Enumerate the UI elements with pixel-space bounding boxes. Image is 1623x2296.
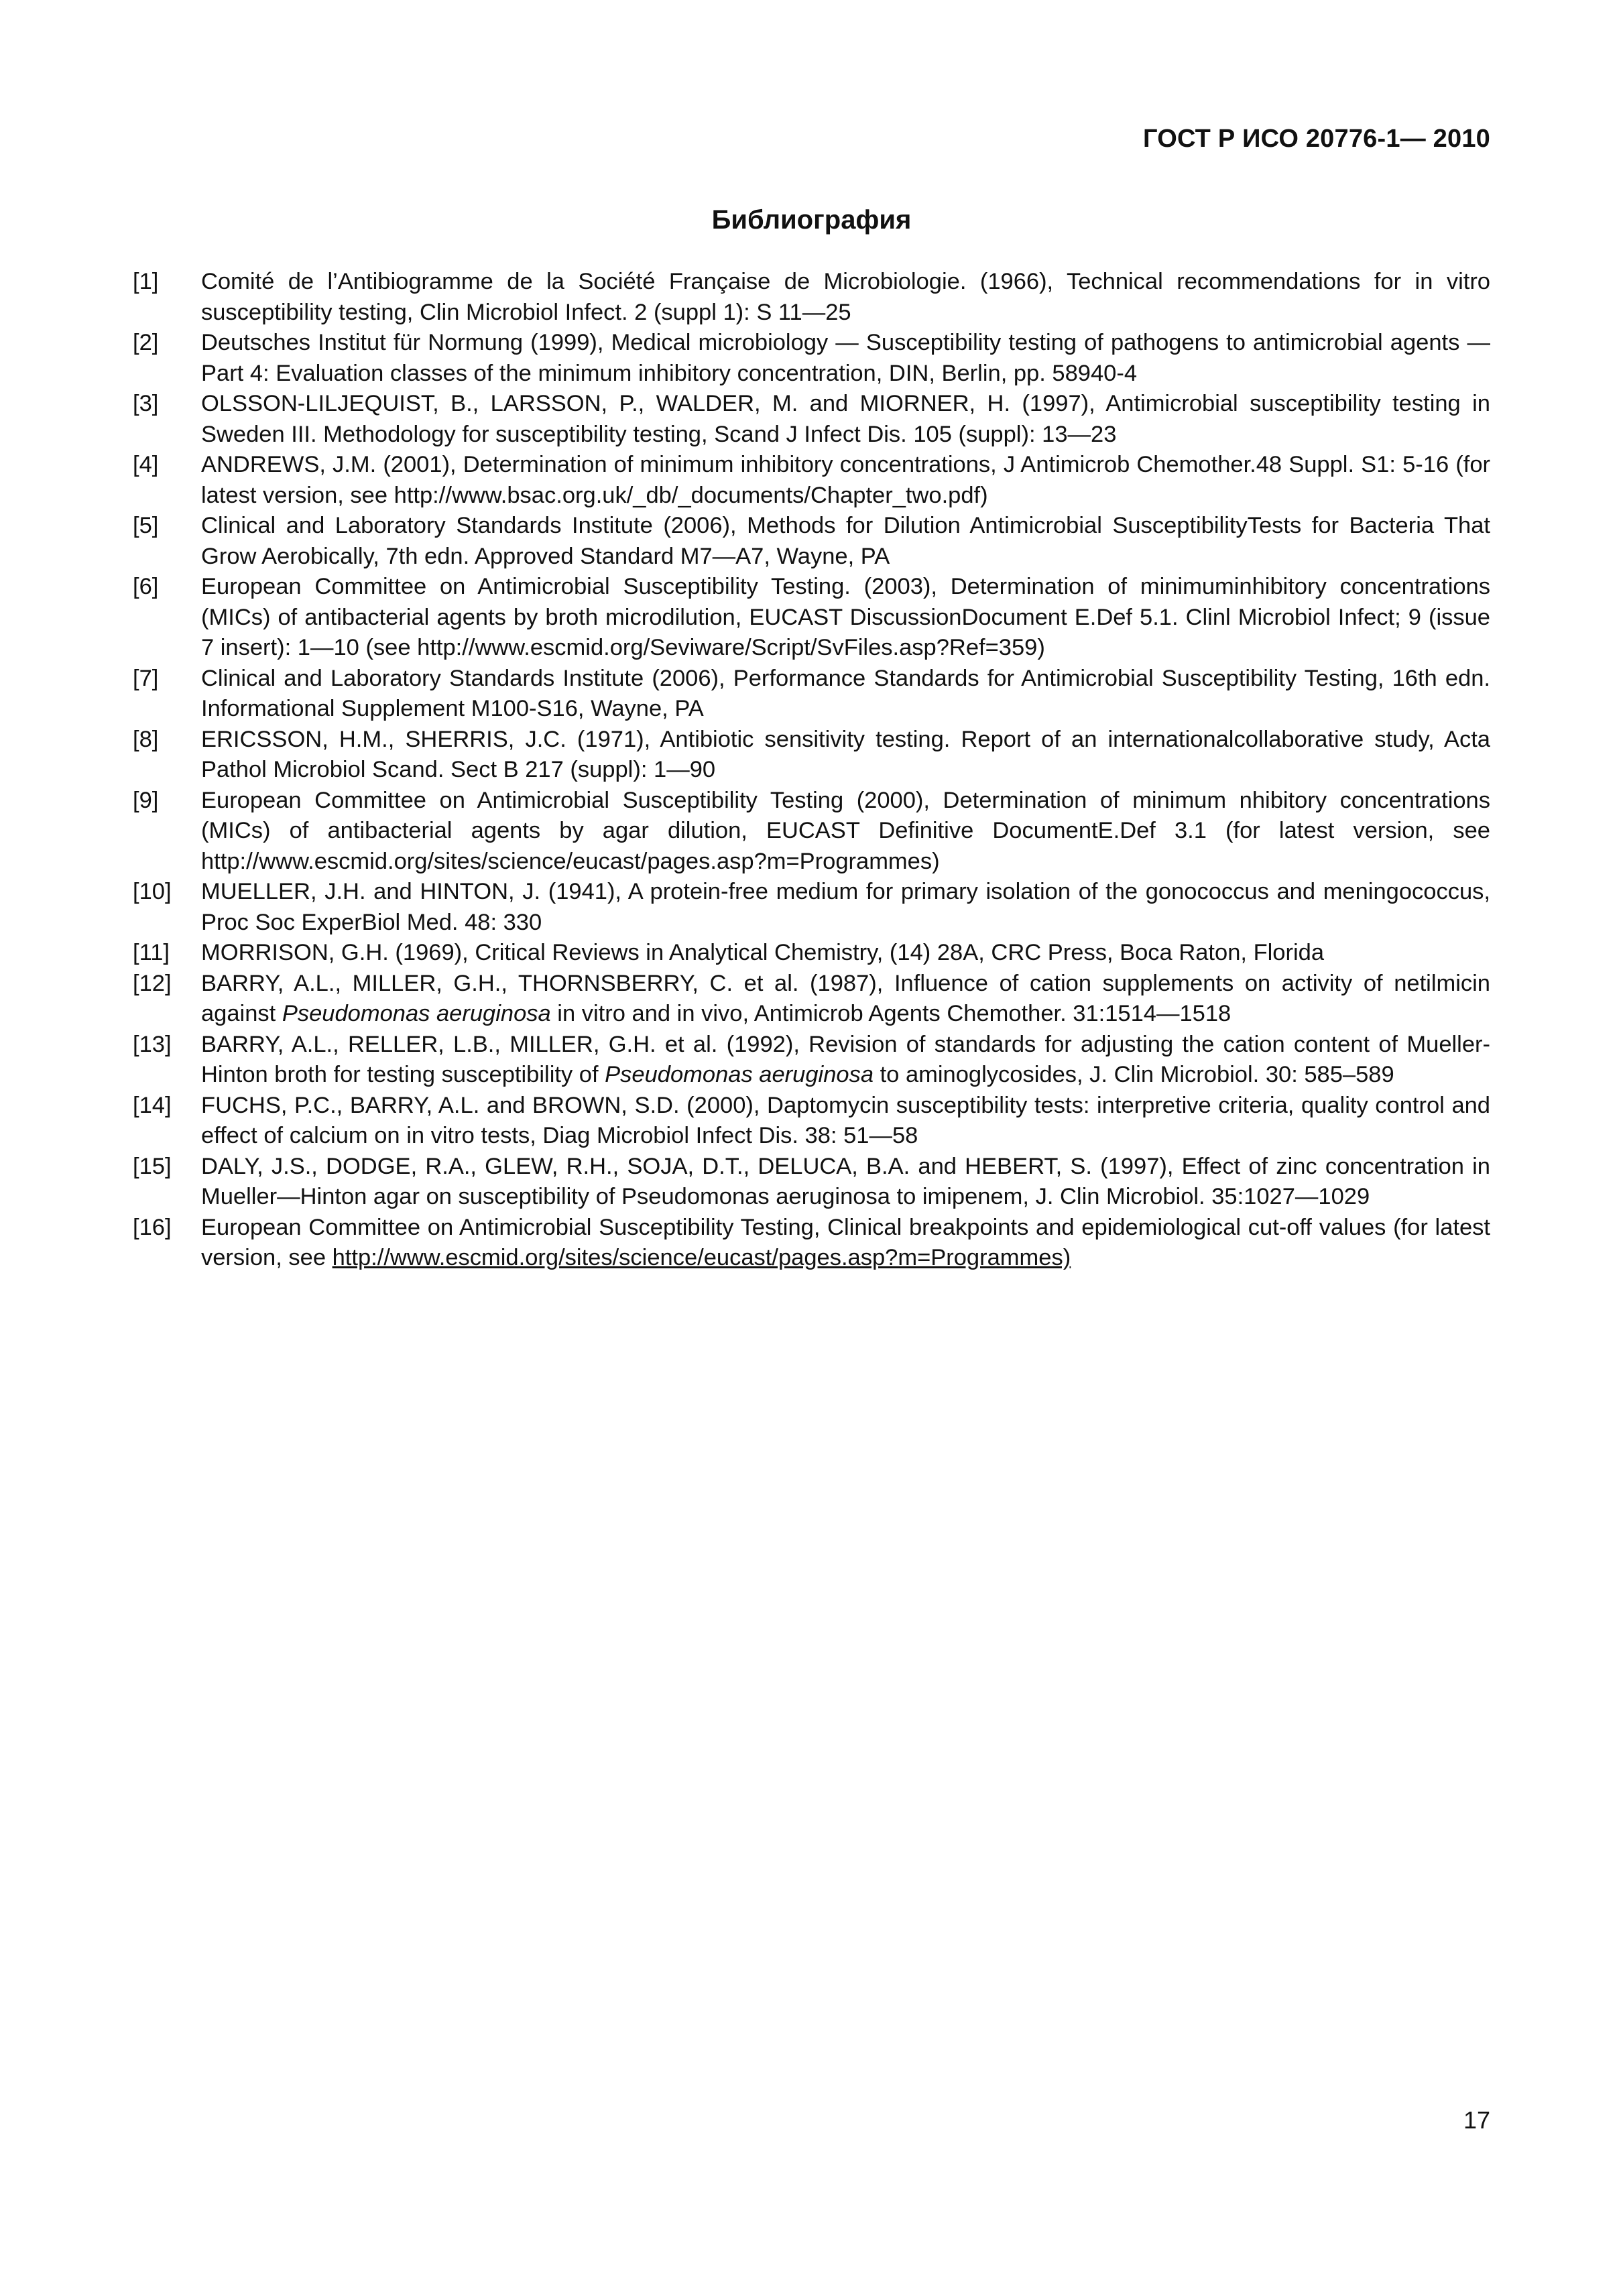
reference-text [201,1213,1490,1274]
reference-item [133,1030,1490,1091]
reference-text-part: European Committee on Antimicrobial Susceptibility Testing, Clinical breakpoints and epidemiological cut-off values (for latest version, see [201,1214,1490,1270]
document-code: ГОСТ Р ИСО 20776-1— 2010 [1142,125,1490,153]
reference-number: [3] [133,391,159,416]
species-name-italic: Pseudomonas aeruginosa [605,1062,874,1087]
reference-number: [5] [133,513,159,538]
reference-item [133,969,1490,1030]
page-number: 17 [1463,2106,1490,2134]
reference-number: [9] [133,787,159,813]
reference-text [201,1030,1490,1091]
reference-text: European Committee on Antimicrobial Susceptibility Testing. (2003), Determination of minimuminhibitory concentrations (MICs) of antibacterial agents by broth microdilution, EUCAST DiscussionDocument E.Def 5.1. Clinl Microbiol Infect; 9 (issue 7 insert): 1—10 (see http://www.escmid.org/Seviware/Script/SvFiles.asp?Ref=359) [201,574,1490,660]
reference-text-part: in vitro and in vivo, Antimicrob Agents Chemother. 31:1514—1518 [550,1001,1231,1026]
reference-item [133,389,1490,450]
reference-number: [15] [133,1153,172,1179]
reference-item [133,450,1490,511]
reference-text-part: BARRY, A.L., RELLER, L.B., MILLER, G.H. et al. (1992), Revision of standards for adjusting the cation content of Mueller-Hinton broth for testing susceptibility of [201,1031,1490,1087]
reference-text: Comité de l’Antibiogramme de la Société Française de Microbiologie. (1966), Technical recommendations for in vitro susceptibility testing, Clin Microbiol Infect. 2 (suppl 1): S 11—25 [201,269,1490,325]
reference-number: [10] [133,879,172,904]
reference-text: MORRISON, G.H. (1969), Critical Reviews in Analytical Chemistry, (14) 28A, CRC Press, Boca Raton, Florida [201,940,1325,965]
reference-item [133,725,1490,786]
reference-text: FUCHS, P.C., BARRY, A.L. and BROWN, S.D. (2000), Daptomycin susceptibility tests: interpretive criteria, quality control and effect of calcium on in vitro tests, Diag Microbiol Infect Dis. 38: 51—58 [201,1092,1490,1148]
reference-item [133,786,1490,878]
reference-text: MUELLER, J.H. and HINTON, J. (1941), A protein-free medium for primary isolation of the gonococcus and meningococcus, Proc Soc ExperBiol Med. 48: 330 [201,879,1490,935]
reference-item [133,328,1490,389]
reference-number: [7] [133,665,159,691]
species-name-italic: Pseudomonas aeruginosa [282,1001,551,1026]
eucast-link[interactable]: http://www.escmid.org/sites/science/eucast/pages.asp?m=Programmes) [332,1245,1071,1270]
reference-text: OLSSON-LILJEQUIST, B., LARSSON, P., WALDER, M. and MIORNER, H. (1997), Antimicrobial susceptibility testing in Sweden III. Methodology for susceptibility testing, Scand J Infect Dis. 105 (suppl): 13—23 [201,391,1490,447]
reference-item [133,1213,1490,1274]
reference-list [133,267,1490,1274]
reference-item [133,877,1490,938]
reference-text [201,969,1490,1030]
reference-number: [13] [133,1031,172,1057]
bibliography-title: Библиография [711,205,912,235]
reference-number: [12] [133,970,172,996]
reference-text-part: BARRY, A.L., MILLER, G.H., THORNSBERRY, C. et al. (1987), Influence of cation supplements on activity of netilmicin against [201,970,1490,1026]
reference-text: Clinical and Laboratory Standards Institute (2006), Methods for Dilution Antimicrobial SusceptibilityTests for Bacteria That Grow Aerobically, 7th edn. Approved Standard M7—A7, Wayne, PA [201,513,1490,569]
reference-number: [2] [133,330,159,355]
reference-item [133,511,1490,572]
reference-number: [1] [133,269,159,294]
reference-number: [6] [133,574,159,599]
reference-item [133,664,1490,725]
reference-item [133,267,1490,328]
reference-text: ERICSSON, H.M., SHERRIS, J.C. (1971), Antibiotic sensitivity testing. Report of an internationalcollaborative study, Acta Pathol Microbiol Scand. Sect B 217 (suppl): 1—90 [201,726,1490,782]
reference-number: [11] [133,940,170,965]
reference-item [133,1091,1490,1152]
reference-number: [8] [133,726,159,752]
reference-number: [14] [133,1092,172,1118]
reference-item [133,1152,1490,1213]
reference-text: Deutsches Institut für Normung (1999), Medical microbiology — Susceptibility testing of pathogens to antimicrobial agents — Part 4: Evaluation classes of the minimum inhibitory concentration, DIN, Berlin, pp. 58940-4 [201,330,1490,386]
reference-number: [16] [133,1214,172,1240]
reference-text: Clinical and Laboratory Standards Institute (2006), Performance Standards for Antimicrobial Susceptibility Testing, 16th edn. Informational Supplement M100-S16, Wayne, PA [201,665,1490,721]
reference-text: DALY, J.S., DODGE, R.A., GLEW, R.H., SOJA, D.T., DELUCA, B.A. and HEBERT, S. (1997), Effect of zinc concentration in Mueller—Hinton agar on susceptibility of Pseudomonas aeruginosa to imipenem, J. Clin Microbiol. 35:1027—1029 [201,1153,1490,1209]
reference-text: ANDREWS, J.M. (2001), Determination of minimum inhibitory concentrations, J Antimicrob Chemother.48 Suppl. S1: 5-16 (for latest version, see http://www.bsac.org.uk/_db/_documents/Chapter_two.pdf) [201,452,1490,508]
reference-item [133,938,1490,969]
reference-text-part: to aminoglycosides, J. Clin Microbiol. 30: 585–589 [874,1062,1394,1087]
reference-text: European Committee on Antimicrobial Susceptibility Testing (2000), Determination of minimum nhibitory concentrations (MICs) of antibacterial agents by agar dilution, EUCAST Definitive DocumentE.Def 3.1 (for latest version, see http://www.escmid.org/sites/science/eucast/pages.asp?m=Programmes) [201,787,1490,874]
reference-item [133,572,1490,664]
reference-number: [4] [133,452,159,477]
